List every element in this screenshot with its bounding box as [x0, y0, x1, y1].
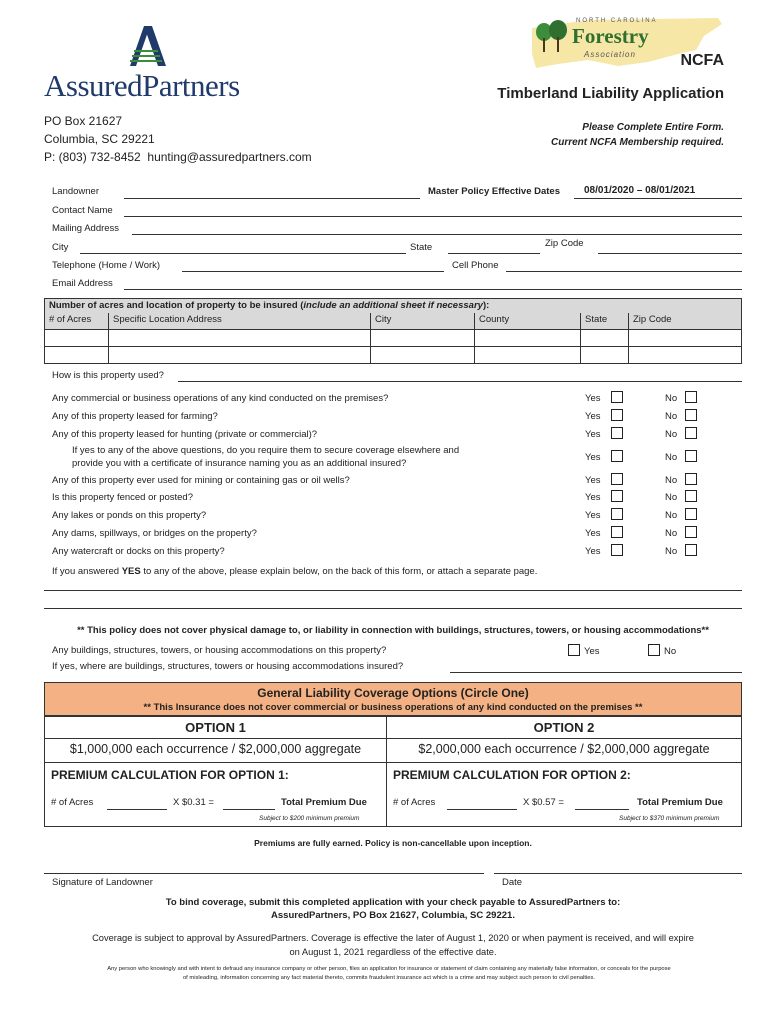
no-checkbox[interactable] — [685, 544, 697, 556]
date-label: Date — [502, 877, 523, 888]
city-input[interactable] — [80, 253, 406, 254]
master-policy-label: Master Policy Effective Dates — [428, 186, 561, 197]
option-2-minimum: Subject to $370 minimum premium — [619, 815, 720, 822]
no-label: No — [665, 492, 678, 503]
cell-label: Cell Phone — [452, 260, 499, 271]
yes-checkbox[interactable] — [611, 544, 623, 556]
yes-label: Yes — [585, 411, 601, 422]
yes-label: Yes — [585, 546, 601, 557]
approval-note-1: Coverage is subject to approval by AssuredPartners. Coverage is effective the later of August 1, 2020 or when payment is received, and will expire — [92, 933, 694, 943]
buildings-question: Any buildings, structures, towers, or housing accommodations on this property? — [52, 645, 387, 656]
option-1-total-input[interactable] — [223, 809, 275, 810]
yes-label: Yes — [585, 452, 601, 463]
option-1-label: OPTION 1 — [185, 720, 246, 735]
question-hunting: Any of this property leased for hunting (private or commercial)? — [52, 429, 318, 440]
yes-checkbox[interactable] — [611, 526, 623, 538]
mailing-address-label: Mailing Address — [52, 223, 120, 234]
option-2-limits: $2,000,000 each occurrence / $2,000,000 aggregate — [387, 739, 742, 763]
no-checkbox[interactable] — [685, 473, 697, 485]
assured-partners-logo — [44, 24, 264, 102]
email-input[interactable] — [124, 289, 742, 290]
address-line-2: Columbia, SC 29221 — [44, 132, 155, 146]
buildings-insured-question: If yes, where are buildings, structures, towers or housing accommodations insured? — [52, 661, 404, 672]
ncfa-logo-top: NORTH CAROLINA — [576, 18, 658, 24]
form-title: Timberland Liability Application — [497, 85, 724, 102]
no-checkbox[interactable] — [685, 490, 697, 502]
no-label: No — [665, 475, 678, 486]
buildings-notice: ** This policy does not cover physical damage to, or liability in connection with buildings, structures, towers, or housing accommodations** — [77, 625, 709, 636]
city-label: City — [52, 242, 69, 253]
no-label: No — [665, 528, 678, 539]
question-certificate-line1: If yes to any of the above questions, do you require them to secure coverage elsewhere and — [72, 445, 460, 456]
contact-line: P: (803) 732-8452 hunting@assuredpartners.com — [44, 150, 312, 164]
coverage-options-table — [44, 716, 742, 827]
yes-checkbox[interactable] — [611, 490, 623, 502]
complete-form-note: Please Complete Entire Form. — [582, 122, 724, 133]
question-dams: Any dams, spillways, or bridges on the property? — [52, 528, 257, 539]
no-label: No — [665, 510, 678, 521]
option-1-acres-input[interactable] — [107, 809, 167, 810]
yes-label: Yes — [585, 510, 601, 521]
explain-input-line-1[interactable] — [44, 590, 742, 591]
buildings-insured-input[interactable] — [450, 672, 742, 673]
explain-input-line-2[interactable] — [44, 608, 742, 609]
yes-label: Yes — [585, 528, 601, 539]
col-zip: Zip Code — [629, 313, 742, 330]
ncfa-logo-bottom: Association — [584, 50, 636, 59]
buildings-no-label: No — [664, 646, 677, 657]
yes-checkbox[interactable] — [611, 450, 623, 462]
option-1-limits: $1,000,000 each occurrence / $2,000,000 aggregate — [45, 739, 387, 763]
signature-label: Signature of Landowner — [52, 877, 153, 888]
table-row[interactable] — [45, 347, 742, 364]
option-2-cell[interactable] — [387, 717, 742, 739]
cell-input[interactable] — [506, 271, 742, 272]
no-label: No — [665, 411, 678, 422]
yes-checkbox[interactable] — [611, 391, 623, 403]
col-acres: # of Acres — [45, 313, 109, 330]
question-mining: Any of this property ever used for mining or containing gas or oil wells? — [52, 475, 350, 486]
option-2-rate: X $0.57 = — [523, 797, 564, 808]
option-1-cell[interactable] — [45, 717, 387, 739]
fraud-warning-2: of misleading, information concerning any fact material thereto, commits fraudulent insurance act which is a crime and may subject such person to civil penalties. — [182, 975, 596, 981]
tree-icon — [534, 20, 570, 54]
option-2-calc — [387, 763, 742, 827]
option-1-calc — [45, 763, 387, 827]
policy-dates-value: 08/01/2020 – 08/01/2021 — [584, 185, 696, 196]
coverage-subtitle: ** This Insurance does not cover commercial or business operations of any kind conducted on the premises ** — [143, 702, 643, 713]
landowner-input[interactable] — [124, 198, 420, 199]
option-2-total-input[interactable] — [575, 809, 629, 810]
question-lakes: Any lakes or ponds on this property? — [52, 510, 207, 521]
property-table-title-italic: include an additional sheet if necessary — [303, 300, 483, 311]
no-label: No — [665, 393, 678, 404]
no-checkbox[interactable] — [685, 391, 697, 403]
yes-label: Yes — [585, 429, 601, 440]
option-1-total-label: Total Premium Due — [281, 797, 367, 808]
ncfa-label: NCFA — [680, 52, 724, 69]
option-1-acres-label: # of Acres — [51, 797, 94, 808]
no-label: No — [665, 452, 678, 463]
no-label: No — [665, 429, 678, 440]
mailing-address-input[interactable] — [132, 234, 742, 235]
no-checkbox[interactable] — [685, 427, 697, 439]
col-state: State — [581, 313, 629, 330]
email-label: Email Address — [52, 278, 113, 289]
yes-checkbox[interactable] — [611, 508, 623, 520]
option-1-rate: X $0.31 = — [173, 797, 214, 808]
yes-label: Yes — [585, 393, 601, 404]
question-certificate-line2: provide you with a certificate of insurance naming you as an additional insured? — [72, 458, 407, 469]
option-1-minimum: Subject to $200 minimum premium — [259, 815, 360, 822]
option-2-total-label: Total Premium Due — [637, 797, 723, 808]
zip-label: Zip Code — [545, 238, 584, 249]
question-watercraft: Any watercraft or docks on this property? — [52, 546, 225, 557]
buildings-yes-label: Yes — [584, 646, 600, 657]
no-checkbox[interactable] — [685, 450, 697, 462]
bind-instructions-2: AssuredPartners, PO Box 21627, Columbia, SC 29221. — [271, 910, 515, 921]
option-2-calc-title: PREMIUM CALCULATION FOR OPTION 2: — [393, 768, 631, 782]
coverage-header — [44, 682, 742, 716]
ncfa-logo-main: Forestry — [572, 24, 649, 48]
explain-instructions: If you answered YES to any of the above, please explain below, on the back of this form, or attach a separate page. — [52, 566, 538, 577]
state-input[interactable] — [448, 253, 540, 254]
logo-wordmark: AssuredPartners — [44, 68, 240, 103]
buildings-yes-checkbox[interactable] — [568, 644, 580, 656]
no-checkbox[interactable] — [685, 409, 697, 421]
option-2-acres-input[interactable] — [447, 809, 517, 810]
yes-label: Yes — [585, 475, 601, 486]
membership-note: Current NCFA Membership required. — [551, 137, 724, 148]
date-input[interactable] — [494, 873, 742, 874]
yes-checkbox[interactable] — [611, 473, 623, 485]
landowner-label: Landowner — [52, 186, 100, 197]
yes-label: Yes — [585, 492, 601, 503]
no-checkbox[interactable] — [685, 508, 697, 520]
address-line-1: PO Box 21627 — [44, 114, 123, 128]
contact-name-input[interactable] — [124, 216, 742, 217]
no-label: No — [665, 546, 678, 557]
col-county: County — [475, 313, 581, 330]
premium-earned-note: Premiums are fully earned. Policy is non-cancellable upon inception. — [254, 838, 532, 848]
telephone-input[interactable] — [182, 271, 444, 272]
bind-instructions-1: To bind coverage, submit this completed application with your check payable to AssuredPartners to: — [165, 897, 621, 908]
how-used-label: How is this property used? — [52, 370, 164, 381]
col-city: City — [371, 313, 475, 330]
property-table — [44, 298, 742, 364]
property-table-header — [45, 313, 742, 330]
policy-dates-underline — [574, 198, 742, 199]
property-table-title: Number of acres and location of property to be insured ( — [49, 300, 304, 311]
property-table-title-end: ): — [482, 300, 490, 311]
table-row[interactable] — [45, 330, 742, 347]
option-2-acres-label: # of Acres — [393, 797, 436, 808]
zip-input[interactable] — [598, 253, 742, 254]
no-checkbox[interactable] — [685, 526, 697, 538]
question-fenced: Is this property fenced or posted? — [52, 492, 193, 503]
approval-note-2: on August 1, 2021 regardless of the effective date. — [289, 947, 497, 957]
signature-input[interactable] — [44, 873, 484, 874]
option-1-calc-title: PREMIUM CALCULATION FOR OPTION 1: — [51, 768, 289, 782]
fraud-warning-1: Any person who knowingly and with intent to defraud any insurance company or other person, files an application for insurance or statement of claim containing any materially false information, or conceals for the purpose — [107, 966, 671, 972]
question-farming: Any of this property leased for farming? — [52, 411, 218, 422]
contact-name-label: Contact Name — [52, 205, 113, 216]
assured-partners-mark-icon — [126, 24, 168, 68]
coverage-title: General Liability Coverage Options (Circle One) — [257, 686, 529, 700]
how-used-input[interactable] — [178, 381, 742, 382]
question-commercial: Any commercial or business operations of any kind conducted on the premises? — [52, 393, 389, 404]
buildings-no-checkbox[interactable] — [648, 644, 660, 656]
telephone-label: Telephone (Home / Work) — [52, 260, 161, 271]
col-address: Specific Location Address — [109, 313, 371, 330]
property-table-title-row — [45, 299, 742, 313]
yes-checkbox[interactable] — [611, 427, 623, 439]
state-label: State — [410, 242, 433, 253]
option-2-label: OPTION 2 — [533, 720, 595, 735]
yes-checkbox[interactable] — [611, 409, 623, 421]
